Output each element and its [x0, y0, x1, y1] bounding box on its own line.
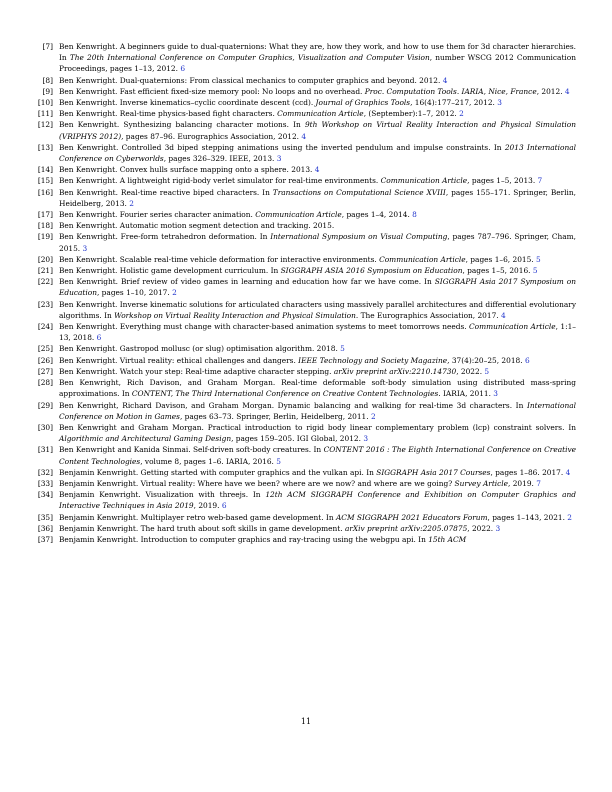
back-reference-link[interactable]: 6	[524, 355, 530, 365]
venue-title: Communication Article	[379, 254, 466, 264]
reference-entry	[34, 400, 576, 422]
back-reference-link[interactable]: 4	[565, 467, 571, 477]
reference-segment: Ben Kenwright. Fourier series character animation.	[59, 210, 256, 220]
back-reference-link[interactable]: 2	[172, 288, 177, 298]
reference-text	[59, 489, 576, 511]
venue-title: SIGGRAPH Asia 2017 Courses	[376, 467, 491, 477]
reference-number: [14]	[37, 165, 53, 175]
reference-segment: , 2022.	[467, 523, 496, 533]
reference-segment: Ben Kenwright. Controlled 3d biped stepping animations using the inverted pendulum and impulse constraints. In	[59, 142, 505, 152]
back-reference-link[interactable]: 5	[276, 456, 281, 466]
reference-segment: , number WSCG 2012 Communication Proceedings, pages 1–13, 2012.	[59, 53, 577, 74]
reference-text	[59, 209, 576, 220]
reference-text	[59, 355, 576, 366]
venue-title: ACM SIGGRAPH 2021 Educators Forum	[335, 512, 488, 522]
reference-entry	[34, 265, 576, 276]
reference-segment: Benjamin Kenwright. The hard truth about soft skills in game development.	[59, 523, 345, 533]
reference-segment: Benjamin Kenwright. Multiplayer retro web-based game development. In	[59, 512, 336, 522]
reference-segment: , 2022.	[456, 366, 485, 376]
reference-segment: Ben Kenwright, Richard Davison, and Graham Morgan. Dynamic balancing and walking for real-time 3d characters. In	[59, 400, 527, 410]
venue-title: IEEE Technology and Society Magazine	[298, 355, 448, 365]
reference-entry	[34, 254, 576, 265]
back-reference-link[interactable]: 3	[276, 154, 282, 164]
reference-number: [35]	[37, 512, 53, 522]
reference-segment: . The Eurographics Association, 2017.	[355, 310, 501, 320]
back-reference-link[interactable]: 3	[363, 434, 369, 444]
reference-number: [31]	[37, 445, 53, 455]
reference-segment: , pages 1–143, 2021.	[487, 512, 568, 522]
reference-text	[59, 231, 576, 253]
reference-entry	[34, 343, 576, 354]
reference-number: [34]	[37, 490, 53, 500]
reference-segment: , (September):1–7, 2012.	[363, 109, 460, 119]
back-reference-link[interactable]: 6	[221, 501, 227, 511]
venue-title: 15th ACM	[428, 534, 467, 544]
reference-number: [9]	[42, 86, 53, 96]
reference-text	[59, 164, 576, 175]
venue-title: arXiv preprint arXiv:2205.07875	[344, 523, 468, 533]
reference-number: [32]	[37, 467, 53, 477]
reference-text	[59, 276, 576, 298]
reference-number: [21]	[37, 266, 53, 276]
reference-segment: , 37(4):20–25, 2018.	[447, 355, 525, 365]
reference-number: [28]	[37, 378, 53, 388]
reference-segment: Benjamin Kenwright. Introduction to computer graphics and ray-tracing using the webgpu api. In	[59, 534, 429, 544]
reference-text	[59, 41, 576, 75]
back-reference-link[interactable]: 3	[497, 98, 502, 108]
venue-title: International Conference on Motion in Games	[59, 400, 576, 421]
reference-text	[59, 422, 576, 444]
reference-segment: , pages 787–796. Springer, Cham, 2015.	[59, 232, 576, 253]
reference-segment: , pages 1–5, 2013.	[467, 176, 538, 186]
reference-segment: , pages 87–96. Eurographics Association, 2012.	[121, 131, 302, 141]
reference-number: [25]	[37, 344, 53, 354]
reference-segment: Ben Kenwright, Rich Davison, and Graham Morgan. Real-time deformable soft-body simulation using distributed mass-spring approximations. In	[59, 378, 576, 399]
reference-text	[59, 523, 576, 534]
back-reference-link[interactable]: 3	[82, 243, 88, 253]
reference-segment: , volume 8, pages 1–6. IARIA, 2016.	[140, 456, 277, 466]
reference-segment: Ben Kenwright. Virtual reality: ethical challenges and dangers.	[59, 355, 299, 365]
reference-segment: , 2019.	[508, 478, 537, 488]
back-reference-link[interactable]: 5	[536, 254, 541, 264]
reference-text	[59, 366, 576, 377]
back-reference-link[interactable]: 8	[412, 210, 417, 220]
reference-text	[59, 142, 576, 164]
reference-text	[59, 377, 576, 399]
reference-text	[59, 321, 576, 343]
venue-title: Journal of Graphics Tools	[315, 98, 411, 108]
venue-title: 2013 International Conference on Cyberworlds	[59, 142, 576, 164]
reference-entry	[34, 187, 576, 209]
back-reference-link[interactable]: 4	[314, 165, 320, 175]
reference-entry	[34, 220, 576, 231]
reference-segment: Ben Kenwright. A beginners guide to dual-quaternions: What they are, how they work, and how to use them for 3d character hierarchies. In	[59, 42, 576, 63]
venue-title: CONTENT, The Third International Conference on Creative Content Technologies	[131, 389, 439, 399]
reference-text	[59, 467, 576, 478]
venue-title: Proc. Computation Tools. IARIA, Nice, France	[364, 86, 537, 96]
reference-number: [22]	[37, 277, 53, 287]
venue-title: Transactions on Computational Science XVIII	[272, 187, 446, 197]
venue-title: Communication Article	[277, 109, 364, 119]
reference-segment: Ben Kenwright. Free-form tetrahedron deformation. In	[59, 232, 271, 242]
reference-number: [17]	[37, 210, 53, 220]
back-reference-link[interactable]: 2	[567, 512, 572, 522]
reference-number: [18]	[37, 221, 53, 231]
back-reference-link[interactable]: 2	[129, 198, 134, 208]
reference-number: [20]	[37, 254, 53, 264]
reference-number: [12]	[37, 120, 53, 130]
reference-segment: Ben Kenwright. Automatic motion segment detection and tracking. 2015.	[59, 221, 335, 231]
reference-entry	[34, 489, 576, 511]
back-reference-link[interactable]: 4	[501, 310, 506, 320]
reference-entry	[34, 209, 576, 220]
reference-entry	[34, 355, 576, 366]
reference-text	[59, 400, 576, 422]
venue-title: Communication Article	[380, 176, 468, 186]
reference-entry	[34, 108, 576, 119]
reference-segment: , pages 155–171. Springer, Berlin, Heidelberg, 2013.	[59, 187, 576, 208]
reference-segment: , pages 63–73. Springer, Berlin, Heidelberg, 2011.	[179, 411, 371, 421]
back-reference-link[interactable]: 3	[495, 523, 501, 533]
reference-segment: Ben Kenwright. Gastropod mollusc (or slug) optimisation algorithm. 2018.	[59, 344, 341, 354]
back-reference-link[interactable]: 4	[564, 86, 570, 96]
reference-segment: , pages 1–86. 2017.	[490, 467, 566, 477]
back-reference-link[interactable]: 5	[340, 344, 345, 354]
venue-title: 9th Workshop on Virtual Reality Interaction and Physical Simulation (VRIPHYS 2012)	[59, 120, 576, 141]
venue-title: SIGGRAPH ASIA 2016 Symposium on Education	[280, 266, 463, 276]
reference-entry	[34, 377, 576, 399]
reference-text	[59, 108, 576, 119]
reference-segment: Ben Kenwright. Dual-quaternions: From classical mechanics to computer graphics and beyond. 2012.	[59, 75, 443, 85]
reference-segment: , pages 1–5, 2016.	[462, 266, 533, 276]
venue-title: The 20th International Conference on Computer Graphics, Visualization and Computer Vision	[69, 53, 430, 63]
reference-entry	[34, 276, 576, 298]
venue-title: CONTENT 2016 : The Eighth International Conference on Creative Content Technologies	[59, 445, 576, 466]
reference-entry	[34, 366, 576, 377]
reference-number: [33]	[37, 478, 53, 488]
reference-entry	[34, 86, 576, 97]
reference-entry	[34, 422, 576, 444]
reference-number: [26]	[37, 355, 53, 365]
reference-entry	[34, 231, 576, 253]
reference-number: [10]	[37, 98, 53, 108]
reference-segment: , 2019.	[193, 501, 222, 511]
venue-title: arXiv preprint arXiv:2210.14730	[333, 366, 457, 376]
reference-number: [13]	[37, 142, 53, 152]
reference-entry	[34, 321, 576, 343]
reference-text	[59, 343, 576, 354]
reference-text	[59, 254, 576, 265]
reference-text	[59, 97, 576, 108]
reference-segment: , pages 326–329. IEEE, 2013.	[163, 154, 277, 164]
back-reference-link[interactable]: 5	[484, 366, 490, 376]
back-reference-link[interactable]: 7	[536, 478, 541, 488]
reference-entry	[34, 467, 576, 478]
reference-segment: , pages 1–4, 2014.	[341, 210, 413, 220]
venue-title: Survey Article	[454, 478, 509, 488]
venue-title: Communication Article	[469, 322, 556, 332]
reference-text	[59, 187, 576, 209]
reference-list	[34, 41, 576, 545]
reference-number: [30]	[37, 422, 53, 432]
reference-segment: Ben Kenwright. Everything must change with character-based animation systems to meet tomorrows needs.	[59, 322, 470, 332]
reference-text	[59, 220, 576, 231]
reference-segment: Ben Kenwright and Graham Morgan. Practical introduction to rigid body linear complementary problem (lcp) constraint solvers. In	[59, 422, 576, 432]
reference-text	[59, 86, 576, 97]
reference-number: [7]	[42, 42, 53, 51]
reference-entry	[34, 444, 576, 466]
reference-segment: Ben Kenwright. Brief review of video games in learning and education how far we have come. In	[59, 277, 435, 287]
reference-entry	[34, 534, 576, 545]
venue-title: Communication Article	[255, 210, 342, 220]
reference-segment: . IARIA, 2011.	[438, 389, 494, 399]
reference-number: [27]	[37, 366, 53, 376]
reference-number: [24]	[37, 322, 53, 332]
reference-number: [29]	[37, 400, 53, 410]
reference-segment: Ben Kenwright. Real-time physics-based fight characters.	[59, 109, 278, 119]
reference-text	[59, 175, 576, 186]
reference-segment: Ben Kenwright. Holistic game development curriculum. In	[59, 266, 281, 276]
page-number: 11	[300, 717, 312, 726]
reference-segment: , 16(4):177–217, 2012.	[410, 98, 498, 108]
reference-number: [19]	[37, 232, 53, 242]
reference-entry	[34, 75, 576, 86]
reference-segment: Ben Kenwright. Inverse kinematics–cyclic coordinate descent (ccd).	[59, 98, 316, 108]
reference-number: [23]	[37, 299, 53, 309]
reference-text	[59, 75, 576, 86]
reference-entry	[34, 299, 576, 321]
reference-entry	[34, 97, 576, 108]
reference-segment: Ben Kenwright. Inverse kinematic solutions for articulated characters using massively parallel architectures and differential evolutionary algorithms. In	[59, 299, 576, 320]
back-reference-link[interactable]: 2	[370, 411, 376, 421]
venue-title: International Symposium on Visual Computing	[270, 232, 448, 242]
reference-text	[59, 265, 576, 276]
reference-number: [11]	[37, 109, 53, 119]
reference-text	[59, 119, 576, 141]
reference-segment: Benjamin Kenwright. Visualization with threejs. In	[59, 490, 266, 500]
reference-segment: Ben Kenwright. Synthesizing balancing character motions. In	[59, 120, 305, 130]
reference-segment: , 1:1–13, 2018.	[59, 322, 576, 343]
reference-entry	[34, 512, 576, 523]
reference-text	[59, 444, 576, 466]
back-reference-link[interactable]: 7	[537, 176, 543, 186]
reference-entry	[34, 164, 576, 175]
reference-entry	[34, 523, 576, 534]
reference-number: [36]	[37, 523, 53, 533]
venue-title: Algorithmic and Architectural Gaming Design	[59, 434, 232, 444]
reference-text	[59, 478, 576, 489]
reference-entry	[34, 41, 576, 75]
back-reference-link[interactable]: 5	[532, 266, 538, 276]
venue-title: Workshop on Virtual Reality Interaction and Physical Simulation	[114, 310, 356, 320]
back-reference-link[interactable]: 3	[493, 389, 498, 399]
back-reference-link[interactable]: 4	[442, 75, 448, 85]
venue-title: SIGGRAPH Asia 2017 Symposium on Education	[59, 277, 577, 298]
reference-number: [16]	[37, 187, 53, 197]
reference-segment: Benjamin Kenwright. Getting started with computer graphics and the vulkan api. In	[59, 467, 377, 477]
reference-text	[59, 534, 576, 545]
venue-title: 12th ACM SIGGRAPH Conference and Exhibition on Computer Graphics and Interactive Techniques in Asia 2019	[59, 490, 576, 511]
reference-segment: Benjamin Kenwright. Virtual reality: Where have we been? where are we now? and where are we going?	[59, 478, 455, 488]
reference-entry	[34, 142, 576, 164]
reference-segment: Ben Kenwright. Fast efficient fixed-size memory pool: No loops and no overhead.	[59, 86, 365, 96]
back-reference-link[interactable]: 4	[301, 131, 307, 141]
reference-segment: Ben Kenwright. Scalable real-time vehicle deformation for interactive environments.	[59, 254, 380, 264]
reference-segment: Ben Kenwright and Kanida Sinmai. Self-driven soft-body creatures. In	[59, 445, 324, 455]
reference-segment: Ben Kenwright. Real-time reactive biped characters. In	[59, 187, 273, 197]
reference-segment: Ben Kenwright. Watch your step: Real-time adaptive character stepping.	[59, 366, 334, 376]
reference-number: [15]	[37, 176, 53, 186]
reference-number: [8]	[42, 75, 53, 85]
back-reference-link[interactable]: 6	[180, 64, 186, 74]
reference-segment: , pages 1–10, 2017.	[96, 288, 173, 298]
back-reference-link[interactable]: 6	[96, 333, 102, 343]
reference-entry	[34, 119, 576, 141]
reference-segment: Ben Kenwright. Convex hulls surface mapping onto a sphere. 2013.	[59, 165, 315, 175]
back-reference-link[interactable]: 2	[459, 109, 464, 119]
reference-segment: Ben Kenwright. A lightweight rigid-body verlet simulator for real-time environments.	[59, 176, 381, 186]
reference-number: [37]	[37, 534, 53, 544]
reference-segment: , pages 1–6, 2015.	[465, 254, 536, 264]
reference-text	[59, 299, 576, 321]
reference-entry	[34, 478, 576, 489]
reference-entry	[34, 175, 576, 186]
reference-segment: , pages 159–205. IGI Global, 2012.	[231, 434, 364, 444]
reference-segment: , 2012.	[536, 86, 565, 96]
reference-text	[59, 512, 576, 523]
